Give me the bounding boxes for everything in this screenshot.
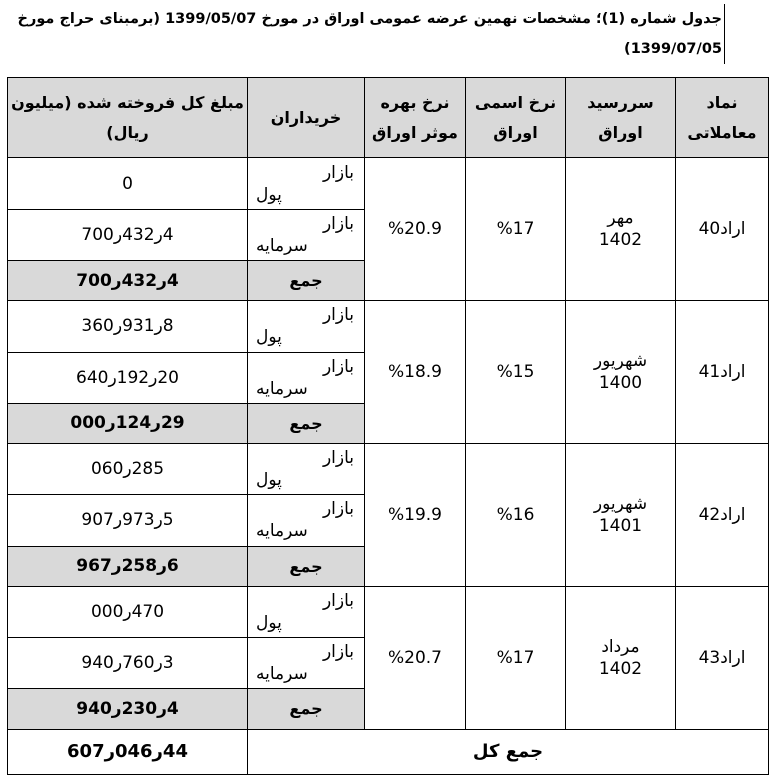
buyer-line-1: بازار [322, 448, 354, 469]
buyer-line-2: سرمایه [256, 664, 308, 685]
nominal-rate-cell: %16 [466, 444, 566, 587]
buyer-line-1: بازار [322, 213, 354, 234]
buyer-cell [248, 495, 365, 546]
maturity-month: مرداد [601, 636, 640, 657]
nominal-rate-cell: %15 [466, 301, 566, 444]
maturity-cell [566, 586, 676, 729]
subtotal-label: جمع [248, 403, 365, 443]
maturity-month: مهر [607, 208, 634, 229]
grand-total-row [8, 729, 769, 774]
buyer-cell [248, 638, 365, 689]
maturity-year: 1400 [598, 373, 643, 394]
symbol-cell: اراد41 [676, 301, 769, 444]
header-amount: مبلغ کل فروخته شده (میلیون ریال) [8, 78, 248, 158]
table-row [8, 586, 769, 637]
buyer-line-2: سرمایه [256, 235, 308, 256]
amount-cell: 20ر192ر640 [8, 352, 248, 403]
buyer-line-2: سرمایه [256, 521, 308, 542]
subtotal-amount: 29ر124ر000 [8, 403, 248, 443]
table-row [8, 444, 769, 495]
header-nominal-rate: نرخ اسمی اوراق [466, 78, 566, 158]
buyer-cell [248, 444, 365, 495]
header-maturity: سررسید اوراق [566, 78, 676, 158]
buyer-line-2: پول [256, 612, 282, 633]
buyer-line-2: پول [256, 470, 282, 491]
subtotal-amount: 4ر432ر700 [8, 261, 248, 301]
subtotal-label: جمع [248, 689, 365, 729]
buyer-cell [248, 352, 365, 403]
subtotal-amount: 4ر230ر940 [8, 689, 248, 729]
buyer-line-1: بازار [322, 499, 354, 520]
header-effective-rate: نرخ بهره موثر اوراق [365, 78, 466, 158]
buyer-line-1: بازار [322, 162, 354, 183]
nominal-rate-cell: %17 [466, 586, 566, 729]
amount-cell: 8ر931ر360 [8, 301, 248, 352]
nominal-rate-cell: %17 [466, 158, 566, 301]
buyer-line-1: بازار [322, 590, 354, 611]
buyer-line-1: بازار [322, 305, 354, 326]
table-row [8, 158, 769, 209]
bond-offering-table [7, 77, 769, 775]
amount-cell: 285ر060 [8, 444, 248, 495]
table-caption: جدول شماره (1)؛ مشخصات نهمین عرضه عمومی اوراق در مورخ 1399/05/07 (برمبنای حراج مورخ 1399/07/05) [10, 4, 725, 64]
buyer-cell [248, 586, 365, 637]
maturity-year: 1402 [598, 658, 643, 679]
buyer-line-2: سرمایه [256, 378, 308, 399]
effective-rate-cell: %19.9 [365, 444, 466, 587]
buyer-line-2: پول [256, 184, 282, 205]
amount-cell: 470ر000 [8, 586, 248, 637]
subtotal-label: جمع [248, 546, 365, 586]
maturity-cell [566, 301, 676, 444]
maturity-year: 1402 [598, 230, 643, 251]
header-symbol: نماد معاملاتی [676, 78, 769, 158]
maturity-cell [566, 444, 676, 587]
buyer-line-2: پول [256, 327, 282, 348]
buyer-cell [248, 209, 365, 260]
symbol-cell: اراد40 [676, 158, 769, 301]
amount-cell: 5ر973ر907 [8, 495, 248, 546]
header-buyers: خریداران [248, 78, 365, 158]
effective-rate-cell: %20.7 [365, 586, 466, 729]
subtotal-amount: 6ر258ر967 [8, 546, 248, 586]
maturity-year: 1401 [598, 515, 643, 536]
effective-rate-cell: %20.9 [365, 158, 466, 301]
header-row [8, 78, 769, 158]
table-row [8, 301, 769, 352]
subtotal-label: جمع [248, 261, 365, 301]
buyer-cell [248, 158, 365, 209]
symbol-cell: اراد42 [676, 444, 769, 587]
grand-total-label: جمع کل [248, 729, 769, 774]
effective-rate-cell: %18.9 [365, 301, 466, 444]
buyer-cell [248, 301, 365, 352]
amount-cell: 0 [8, 158, 248, 209]
maturity-month: شهریور [593, 351, 648, 372]
amount-cell: 3ر760ر940 [8, 638, 248, 689]
buyer-line-1: بازار [322, 356, 354, 377]
maturity-month: شهریور [593, 493, 648, 514]
maturity-cell [566, 158, 676, 301]
buyer-line-1: بازار [322, 642, 354, 663]
symbol-cell: اراد43 [676, 586, 769, 729]
amount-cell: 4ر432ر700 [8, 209, 248, 260]
grand-total-amount: 44ر046ر607 [8, 729, 248, 774]
